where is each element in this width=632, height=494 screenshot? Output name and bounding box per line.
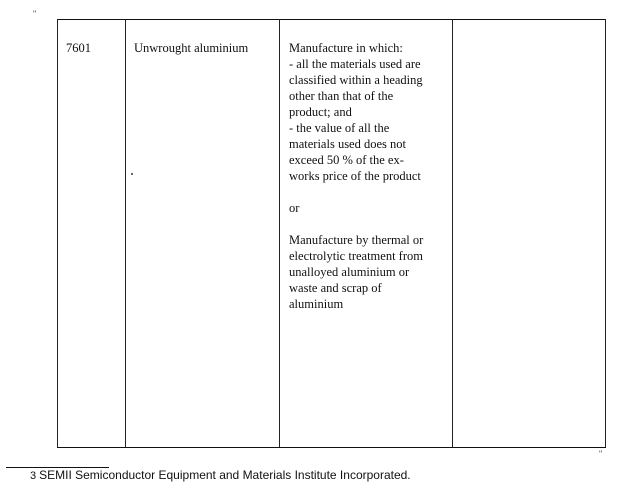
footnote-text: SEMII Semiconductor Equipment and Materials Institute Incorporated. [39,468,411,482]
rule-line: waste and scrap of [289,281,382,295]
footnote-number: 3 [30,470,37,482]
rule-line: unalloyed aluminium or [289,265,410,279]
rule-line: - all the materials used are [289,57,421,71]
rule-line: Manufacture in which: [289,41,403,55]
rule-line: Manufacture by thermal or [289,233,424,247]
rule-line: - the value of all the [289,121,390,135]
alternative-rule-text [453,20,605,40]
product-description: Unwrought aluminium [134,41,249,55]
rule-line: classified within a heading [289,73,423,87]
stray-dot [131,173,133,175]
origin-rules-table [57,19,606,448]
rule-line: other than that of the [289,89,394,103]
rule-line: works price of the product [289,169,421,183]
heading-code-cell [58,20,126,448]
rule-line: exceed 50 % of the ex- [289,153,404,167]
rule-line: materials used does not [289,137,406,151]
rule-line-gap [289,184,440,200]
description-cell [126,20,280,448]
rule-line: product; and [289,105,352,119]
table-row [58,20,606,448]
alternative-rule-cell [453,20,606,448]
rule-line: aluminium [289,297,344,311]
heading-code: 7601 [66,41,91,55]
rule-or: or [289,201,300,215]
working-rule-cell [280,20,453,448]
corner-mark-bottom-right: " [599,449,603,459]
rule-line: electrolytic treatment from [289,249,423,263]
footnote [30,467,411,484]
corner-mark-top-left: " [33,9,37,19]
rule-line-gap [289,216,440,232]
working-rule-text [280,20,452,312]
